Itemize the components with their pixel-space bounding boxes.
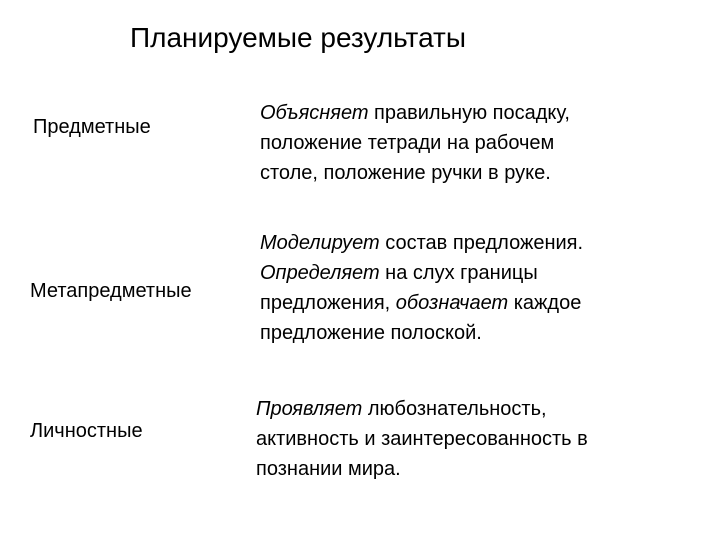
- description-line: [256, 424, 588, 454]
- description-line: [256, 454, 588, 484]
- action-verb: Объясняет: [260, 102, 369, 124]
- line-text: познании мира.: [256, 458, 401, 480]
- description-line: [260, 288, 583, 318]
- line-text: состав предложения.: [379, 232, 584, 254]
- line-text: столе, положение ручки в руке.: [260, 162, 551, 184]
- line-text: предложение полоской.: [260, 322, 482, 344]
- description-line: [260, 228, 583, 258]
- category-personal: Личностные: [30, 420, 143, 442]
- description-personal: [256, 394, 588, 484]
- category-metasubject: Метапредметные: [30, 280, 192, 302]
- category-subject: Предметные: [33, 116, 151, 138]
- description-line: [256, 394, 588, 424]
- description-line: [260, 258, 583, 288]
- page-title: Планируемые результаты: [130, 22, 466, 53]
- action-verb: Моделирует: [260, 232, 380, 254]
- description-line: [260, 158, 570, 188]
- line-text: предложения,: [260, 292, 396, 314]
- line-text: правильную посадку,: [368, 102, 570, 124]
- action-verb: Проявляет: [256, 398, 363, 420]
- description-metasubject: [260, 228, 583, 348]
- line-text: положение тетради на рабочем: [260, 132, 555, 154]
- line-text: активность и заинтересованность в: [256, 428, 588, 450]
- description-subject: [260, 98, 570, 188]
- line-text: любознательность,: [362, 398, 547, 420]
- action-verb: обозначает: [395, 292, 509, 314]
- description-line: [260, 318, 583, 348]
- description-line: [260, 98, 570, 128]
- line-text: на слух границы: [379, 262, 538, 284]
- line-text: каждое: [508, 292, 582, 314]
- description-line: [260, 128, 570, 158]
- action-verb: Определяет: [260, 262, 380, 284]
